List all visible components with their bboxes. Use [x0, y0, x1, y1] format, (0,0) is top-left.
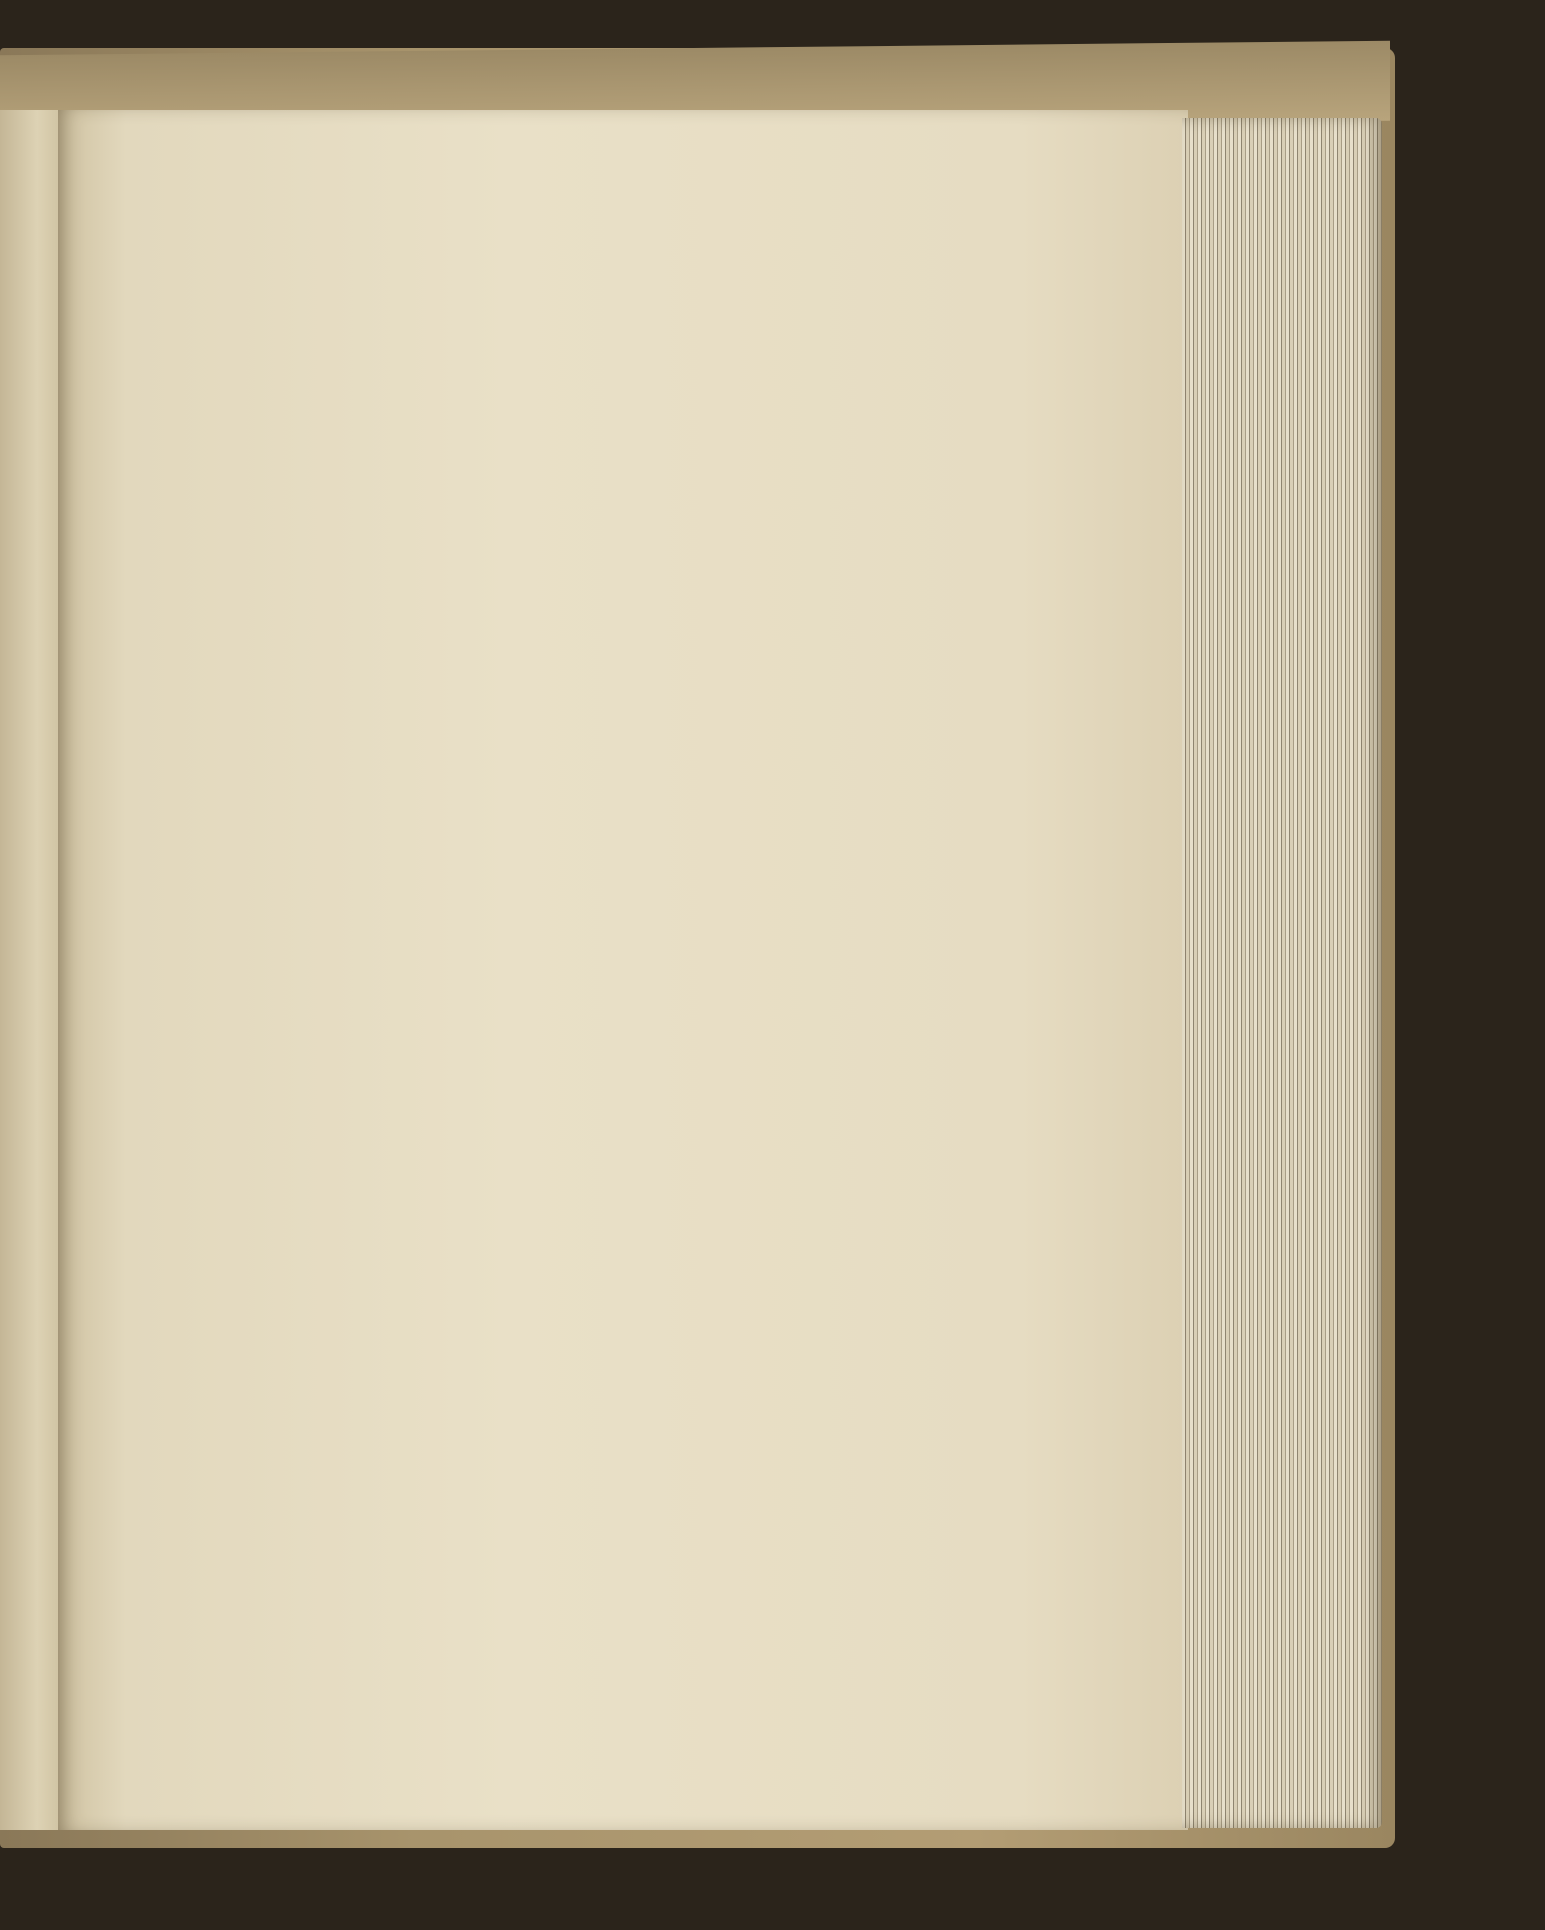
previous-page-edge — [0, 110, 62, 1830]
page-block-edges — [1182, 118, 1382, 1828]
book-page — [58, 110, 1188, 1830]
